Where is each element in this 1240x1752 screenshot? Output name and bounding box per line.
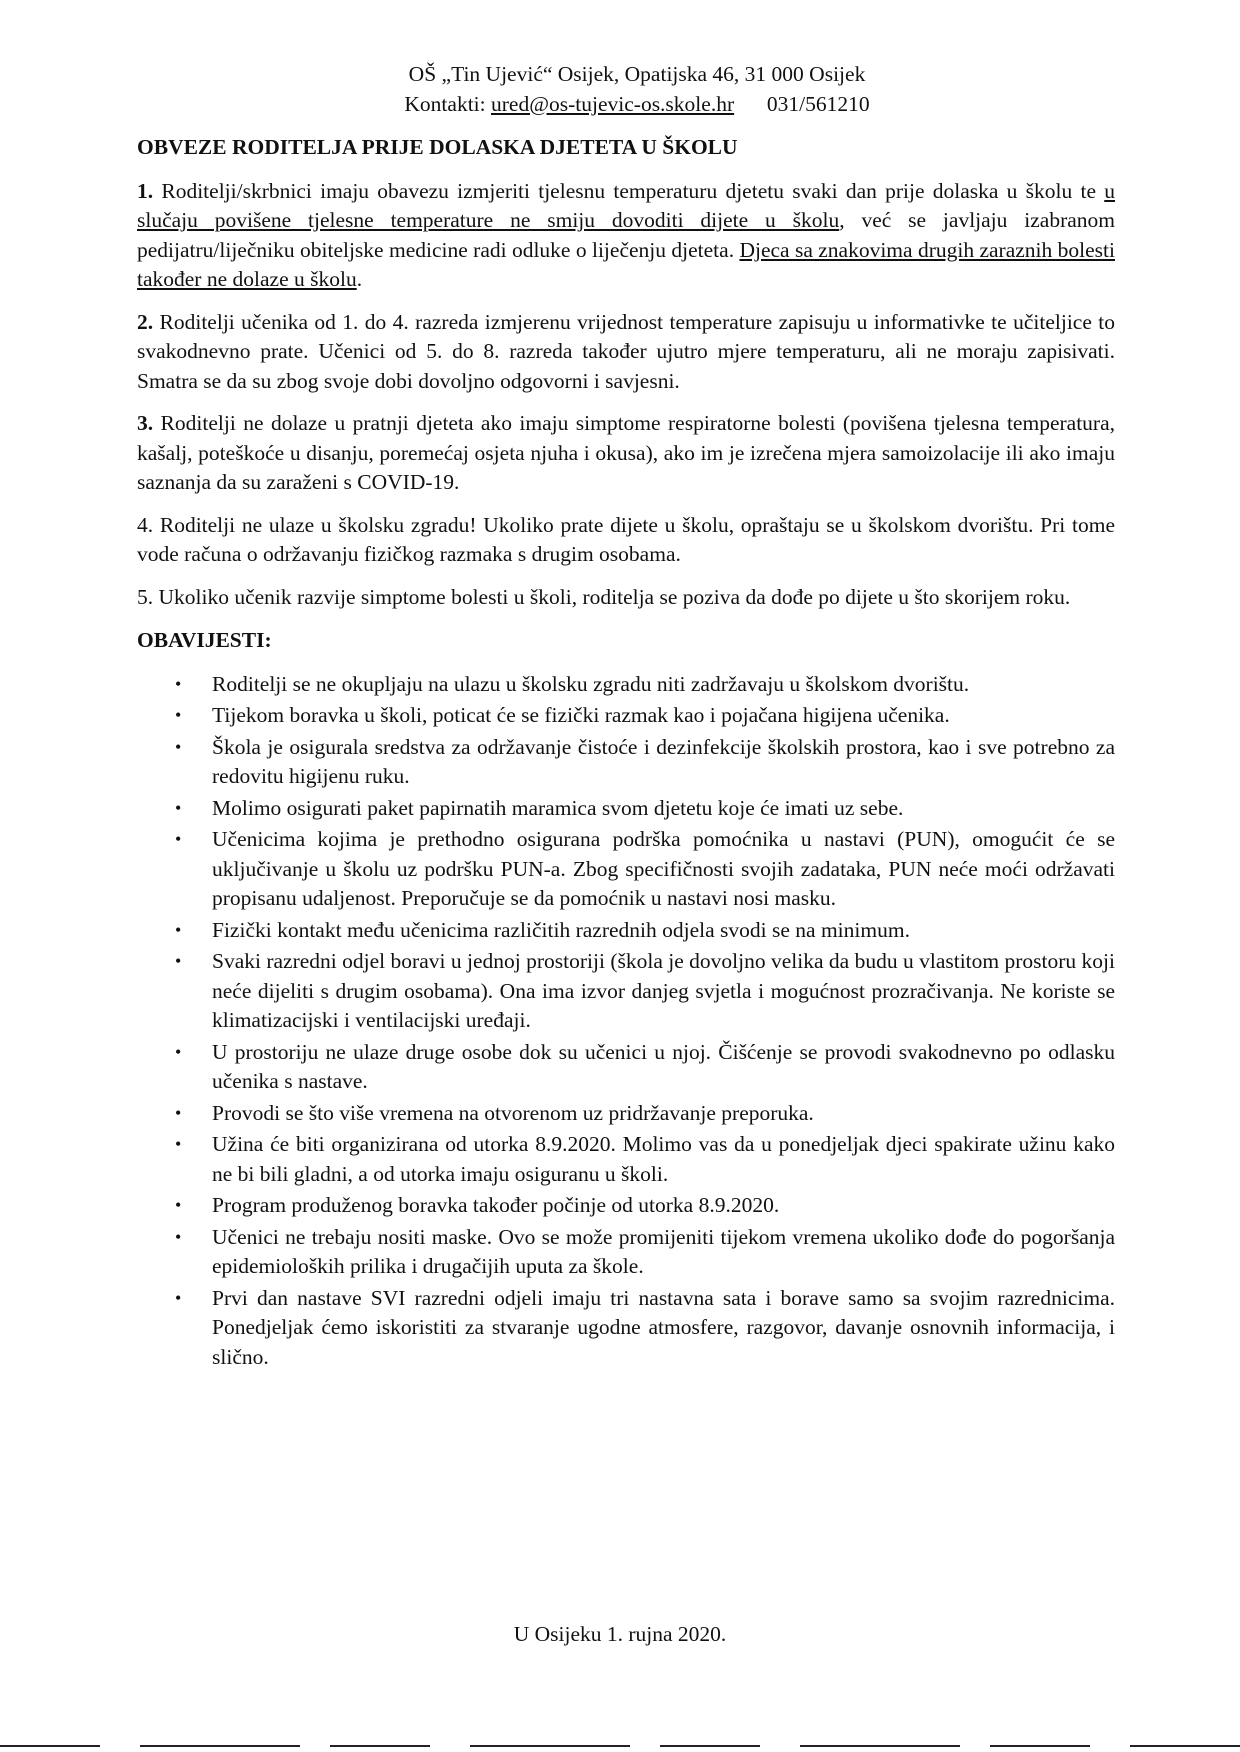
bullet-icon: • xyxy=(175,1226,182,1247)
item-number: 2. xyxy=(137,309,154,334)
document-page xyxy=(137,60,1115,1374)
bullet-icon: • xyxy=(175,705,182,725)
contacts-label: Kontakti: xyxy=(404,91,486,116)
list-item: • Učenicima kojima je prethodno osigurana podrška pomoćnika u nastavi (PUN), omogućit će se uključivanje u školu uz podršku PUN-a. Zbog specifičnosti svojih zadataka, PUN neće moći održavati propisanu udaljenost. Preporučuje se da pomoćnik u nastavi nosi masku. xyxy=(175,827,1115,910)
email-link[interactable]: ured@os-tujevic-os.skole.hr xyxy=(491,91,735,116)
list-item: • Fizički kontakt među učenicima različitih razrednih odjela svodi se na minimum. xyxy=(137,916,1115,946)
item-number: 5. xyxy=(137,584,154,609)
list-item: • Roditelji se ne okupljaju na ulazu u školsku zgradu niti zadržavaju u školskom dvorištu. xyxy=(137,670,1115,700)
list-item: • Provodi se što više vremena na otvorenom uz pridržavanje preporuka. xyxy=(137,1099,1115,1129)
bullet-icon: • xyxy=(175,673,182,694)
list-item: • Učenici ne trebaju nositi maske. Ovo se može promijeniti tijekom vremena ukoliko dođe do pogoršanja epidemioloških prilika i drugačijih uputa za škole. xyxy=(175,1224,1115,1278)
obligation-item-5: 5. Ukoliko učenik razvije simptome bolesti u školi, roditelja se poziva da dođe po dijete u što skorijem roku. xyxy=(137,584,1071,609)
list-item: • U prostoriju ne ulaze druge osobe dok su učenici u njoj. Čišćenje se provodi svakodnevno po odlasku učenika s nastave. xyxy=(175,1039,1115,1093)
obligation-item-3: 3. Roditelji ne dolaze u pratnji djeteta ako imaju simptome respiratorne bolesti (povišena tjelesna temperatura, kašalj, poteškoće u disanju, poremećaj osjeta njuha i okusa), ako im je izrečena mjera samoizolacije ili ako imaju saznanja da su zaraženi s COVID-19. xyxy=(137,411,1115,494)
list-item: • Užina će biti organizirana od utorka 8.9.2020. Molimo vas da u ponedjeljak djeci spakirate užinu kako ne bi bili gladni, a od utorka imaju osiguranu u školi. xyxy=(175,1132,1115,1186)
item-number: 4. xyxy=(137,512,154,537)
list-item: • Svaki razredni odjel boravi u jednoj prostoriji (škola je dovoljno velika da budu u vlastitom prostoru koji neće dijeliti s drugim osobama). Ona ima izvor danjeg svjetla i mogućnost prozračivanja. Ne koriste se klimatizacijski i ventilacijski uređaji. xyxy=(175,949,1115,1032)
phone-number: 031/561210 xyxy=(766,91,870,116)
bullet-icon: • xyxy=(175,1134,182,1154)
bullet-icon: • xyxy=(175,797,182,818)
bullet-icon: • xyxy=(175,736,182,757)
obligation-item-2: 2. Roditelji učenika od 1. do 4. razreda izmjerenu vrijednost temperature zapisuju u informativke te učiteljice to svakodnevno prate. Učenici od 5. do 8. razreda također ujutro mjere temperaturu, ali ne moraju zapisivati. Smatra se da su zbog svoje dobi dovoljno odgovorni i savjesni. xyxy=(137,309,1115,393)
bullet-icon: • xyxy=(175,1041,182,1062)
document-title: OBVEZE RODITELJA PRIJE DOLASKA DJETETA U ŠKOLU xyxy=(137,135,738,159)
list-item: • Tijekom boravka u školi, poticat će se fizički razmak kao i pojačana higijena učenika. xyxy=(137,701,1115,731)
contact-line xyxy=(337,90,937,120)
underlined-text: Djeca sa znakovima drugih zaraznih bolesti također ne dolaze u školu xyxy=(137,237,1115,291)
notices-heading: OBAVIJESTI: xyxy=(137,628,272,652)
bullet-icon: • xyxy=(175,919,182,940)
item-number: 3. xyxy=(137,411,154,435)
item-number: 1. xyxy=(137,178,154,203)
bullet-icon: • xyxy=(175,829,182,849)
list-item: • Prvi dan nastave SVI razredni odjeli imaju tri nastavna sata i borave samo sa svojim razrednicima. Ponedjeljak ćemo iskoristiti za stvaranje ugodne atmosfere, razgovor, davanje osnovnih informacija, i slično. xyxy=(175,1285,1115,1369)
bullet-icon: • xyxy=(175,1195,182,1215)
notices-list xyxy=(137,670,1115,1373)
bullet-icon: • xyxy=(175,1287,182,1308)
obligation-item-4: 4. Roditelji ne ulaze u školsku zgradu! Ukoliko prate dijete u školu, opraštaju se u školskom dvorištu. Pri tome vode računa o održavanju fizičkog razmaka s drugim osobama. xyxy=(137,512,1115,566)
obligation-item-1: 1. Roditelji/skrbnici imaju obavezu izmjeriti tjelesnu temperaturu djetetu svaki dan prije dolaska u školu te u slučaju povišene tjelesne temperature ne smiju dovoditi dijete u školu, već se javljaju izabranom pedijatru/liječniku obiteljske medicine radi odluke o liječenju djeteta. Djeca sa znakovima drugih zaraznih bolesti također ne dolaze u školu. xyxy=(137,178,1116,291)
list-item: • Molimo osigurati paket papirnatih maramica svom djetetu koje će imati uz sebe. xyxy=(137,794,1115,824)
school-address: OŠ „Tin Ujević“ Osijek, Opatijska 46, 31 000 Osijek xyxy=(408,62,866,86)
letterhead xyxy=(337,60,937,119)
place-and-date: U Osijeku 1. rujna 2020. xyxy=(513,1622,727,1646)
bullet-icon: • xyxy=(175,951,182,971)
list-item: • Program produženog boravka također počinje od utorka 8.9.2020. xyxy=(137,1191,1115,1221)
list-item: • Škola je osigurala sredstva za održavanje čistoće i dezinfekcije školskih prostora, kao i sve potrebno za redovitu higijenu ruku. xyxy=(175,734,1115,788)
bullet-icon: • xyxy=(175,1102,182,1123)
scan-edge-divider xyxy=(0,1745,1240,1747)
underlined-text: u slučaju povišene tjelesne temperature ne smiju dovoditi dijete u školu xyxy=(137,178,1115,232)
